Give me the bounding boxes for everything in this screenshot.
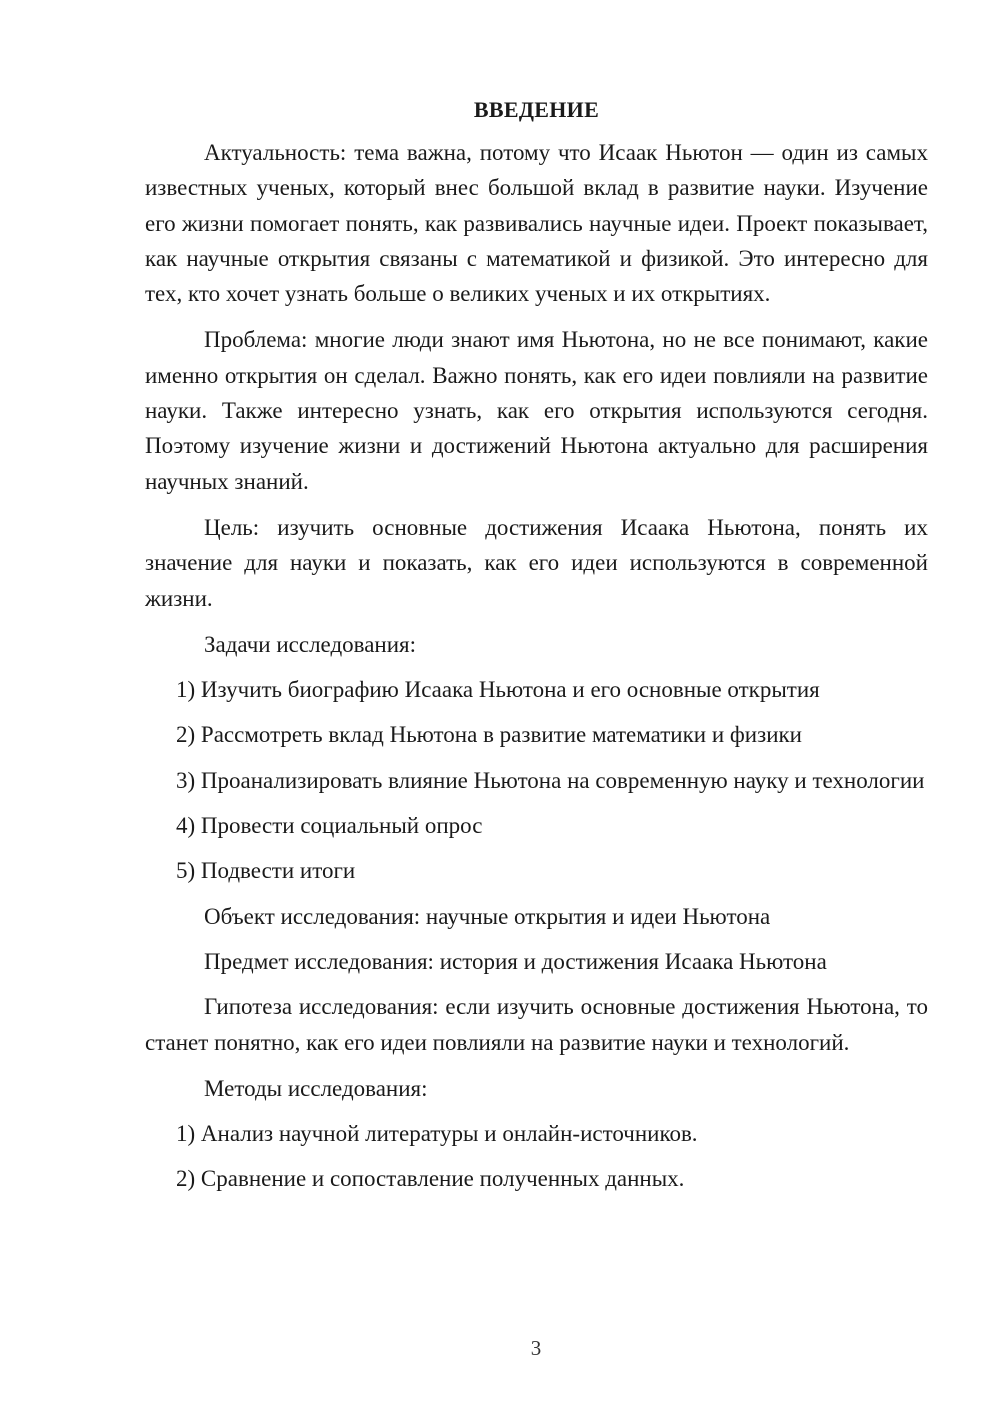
goal-paragraph: Цель: изучить основные достижения Исаака Ньютона, понять их значение для науки и показать, как его идеи используются в современной жизни. bbox=[145, 514, 928, 611]
research-object: Объект исследования: научные открытия и идеи Ньютона bbox=[204, 903, 771, 929]
task-item: 1) Изучить биографию Исаака Ньютона и его основные открытия bbox=[176, 677, 820, 703]
tasks-title: Задачи исследования: bbox=[204, 631, 417, 657]
task-item: 5) Подвести итоги bbox=[176, 858, 356, 884]
relevance-paragraph: Актуальность: тема важна, потому что Исаак Ньютон — один из самых известных ученых, который внес большой вклад в развитие науки. Изучение его жизни помогает понять, как развивались научные идеи. Проект показывает, как научные открытия связаны с математикой и физикой. Это интересно для тех, кто хочет узнать больше о великих ученых и их открытиях. bbox=[145, 140, 928, 307]
research-subject: Предмет исследования: история и достижения Исаака Ньютона bbox=[204, 948, 827, 974]
method-item: 1) Анализ научной литературы и онлайн-источников. bbox=[176, 1121, 698, 1147]
task-item: 4) Провести социальный опрос bbox=[176, 813, 483, 839]
task-item: 2) Рассмотреть вклад Ньютона в развитие математики и физики bbox=[176, 722, 802, 748]
hypothesis-paragraph: Гипотеза исследования: если изучить основные достижения Ньютона, то станет понятно, как его идеи повлияли на развитие науки и технологий. bbox=[145, 994, 928, 1055]
method-item: 2) Сравнение и сопоставление полученных данных. bbox=[176, 1166, 685, 1192]
problem-paragraph: Проблема: многие люди знают имя Ньютона, но не все понимают, какие именно открытия он сделал. Важно понять, как его идеи повлияли на развитие науки. Также интересно узнать, как его открытия используются сегодня. Поэтому изучение жизни и достижений Ньютона актуально для расширения научных знаний. bbox=[145, 327, 928, 494]
methods-title: Методы исследования: bbox=[204, 1075, 428, 1101]
tasks-section bbox=[145, 627, 928, 889]
methods-section bbox=[145, 1071, 928, 1197]
task-item: 3) Проанализировать влияние Ньютона на современную науку и технологии bbox=[176, 767, 925, 793]
section-heading: ВВЕДЕНИЕ bbox=[473, 97, 600, 122]
page-number: 3 bbox=[530, 1336, 542, 1360]
